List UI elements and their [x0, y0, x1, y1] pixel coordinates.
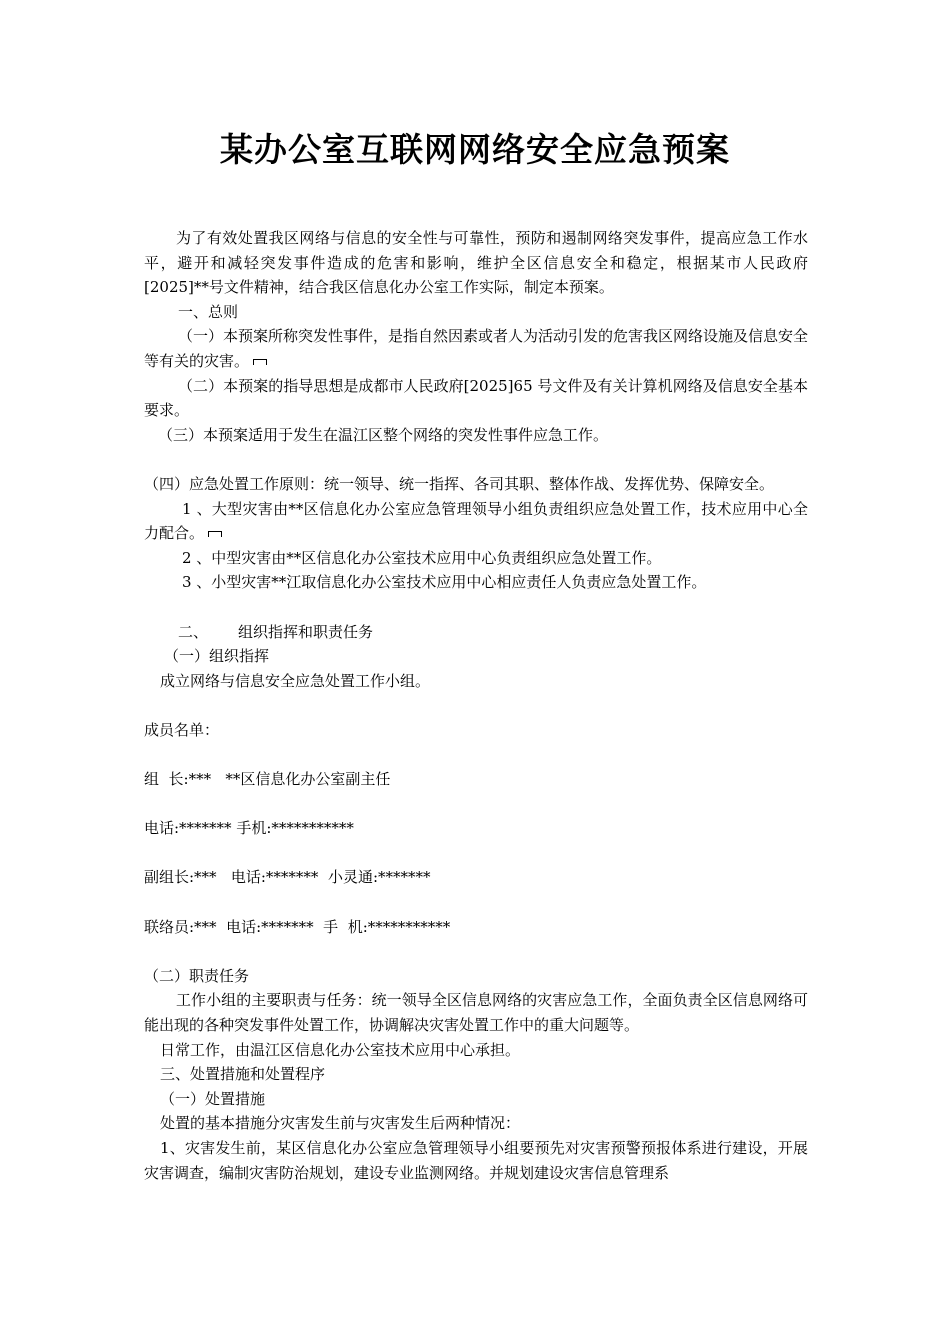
section-2-number: 二、 — [178, 622, 209, 641]
section-2-title: 组织指挥和职责任务 — [238, 622, 374, 641]
paragraph-mark-icon — [253, 359, 267, 365]
blank-line — [144, 939, 808, 964]
blank-line — [144, 841, 808, 866]
section-1-item-4-1-text: 1 、大型灾害由**区信息化办公室应急管理领导小组负责组织应急处置工作，技术应用中心全力配合。 — [144, 499, 808, 543]
document-body — [144, 226, 808, 1185]
section-1-item-4: （四）应急处置工作原则：统一领导、统一指挥、各司其职、整体作战、发挥优势、保障安全。 — [144, 474, 775, 493]
section-1-item-1-text: （一）本预案所称突发性事件，是指自然因素或者人为活动引发的危害我区网络设施及信息安全等有关的灾害。 — [144, 327, 809, 370]
section-2-item-2: （二）职责任务 — [144, 966, 250, 985]
section-3-heading: 三、处置措施和处置程序 — [160, 1065, 326, 1084]
section-2-item-2-text: 工作小组的主要职责与任务：统一领导全区信息网络的灾害应急工作，全面负责全区信息网络可能出现的各种突发事件处置工作，协调解决灾害处置工作中的重大问题等。 — [144, 991, 808, 1034]
paragraph-mark-icon — [208, 531, 222, 537]
member-leader-phone: 电话:******* 手机:*********** — [144, 819, 354, 838]
blank-line — [144, 693, 808, 718]
member-liaison: 联络员:*** 电话:******* 手 机:*********** — [144, 917, 451, 936]
member-leader: 组 长:*** **区信息化办公室副主任 — [144, 770, 391, 789]
blank-line — [144, 447, 808, 472]
section-2-item-1-text: 成立网络与信息安全应急处置工作小组。 — [160, 671, 431, 690]
section-3-item-1-text: 处置的基本措施分灾害发生前与灾害发生后两种情况： — [160, 1114, 521, 1133]
document-title: 某办公室互联网网络安全应急预案 — [220, 130, 730, 169]
section-2-heading — [144, 620, 808, 645]
section-1-item-3: （三）本预案适用于发生在温江区整个网络的突发性事件应急工作。 — [158, 425, 609, 444]
section-1-item-4-3: 3 、小型灾害**江取信息化办公室技术应用中心相应责任人负责应急处置工作。 — [182, 573, 707, 592]
section-3-item-1-1: 1、灾害发生前，某区信息化办公室应急管理领导小组要预先对灾害预警预报体系进行建设，开展灾害调查，编制灾害防治规划，建设专业监测网络。并规划建设灾害信息管理系 — [144, 1138, 808, 1182]
section-2-daily-work: 日常工作，由温江区信息化办公室技术应用中心承担。 — [160, 1040, 521, 1059]
section-1-item-4-2: 2 、中型灾害由**区信息化办公室技术应用中心负责组织应急处置工作。 — [182, 548, 662, 567]
blank-line — [144, 890, 808, 915]
blank-line — [144, 595, 808, 620]
section-1-item-2: （二）本预案的指导思想是成都市人民政府[2025]65 号文件及有关计算机网络及信息安全基本要求。 — [144, 376, 808, 420]
section-3-item-1: （一）处置措施 — [160, 1089, 266, 1108]
intro-paragraph: 为了有效处置我区网络与信息的安全性与可靠性，预防和遏制网络突发事件，提高应急工作水平，避开和减轻突发事件造成的危害和影响，维护全区信息安全和稳定，根据某市人民政府[2025]**号文件精神，结合我区信息化办公室工作实际，制定本预案。 — [144, 229, 808, 297]
section-1-heading: 一、总则 — [178, 302, 239, 321]
blank-line — [144, 742, 808, 767]
member-deputy: 副组长:*** 电话:******* 小灵通:******* — [144, 868, 431, 887]
blank-line — [144, 792, 808, 817]
section-1-item-1 — [144, 324, 808, 373]
members-title: 成员名单： — [144, 720, 220, 739]
section-2-item-1: （一）组织指挥 — [164, 647, 270, 666]
section-1-item-4-1 — [144, 497, 808, 546]
